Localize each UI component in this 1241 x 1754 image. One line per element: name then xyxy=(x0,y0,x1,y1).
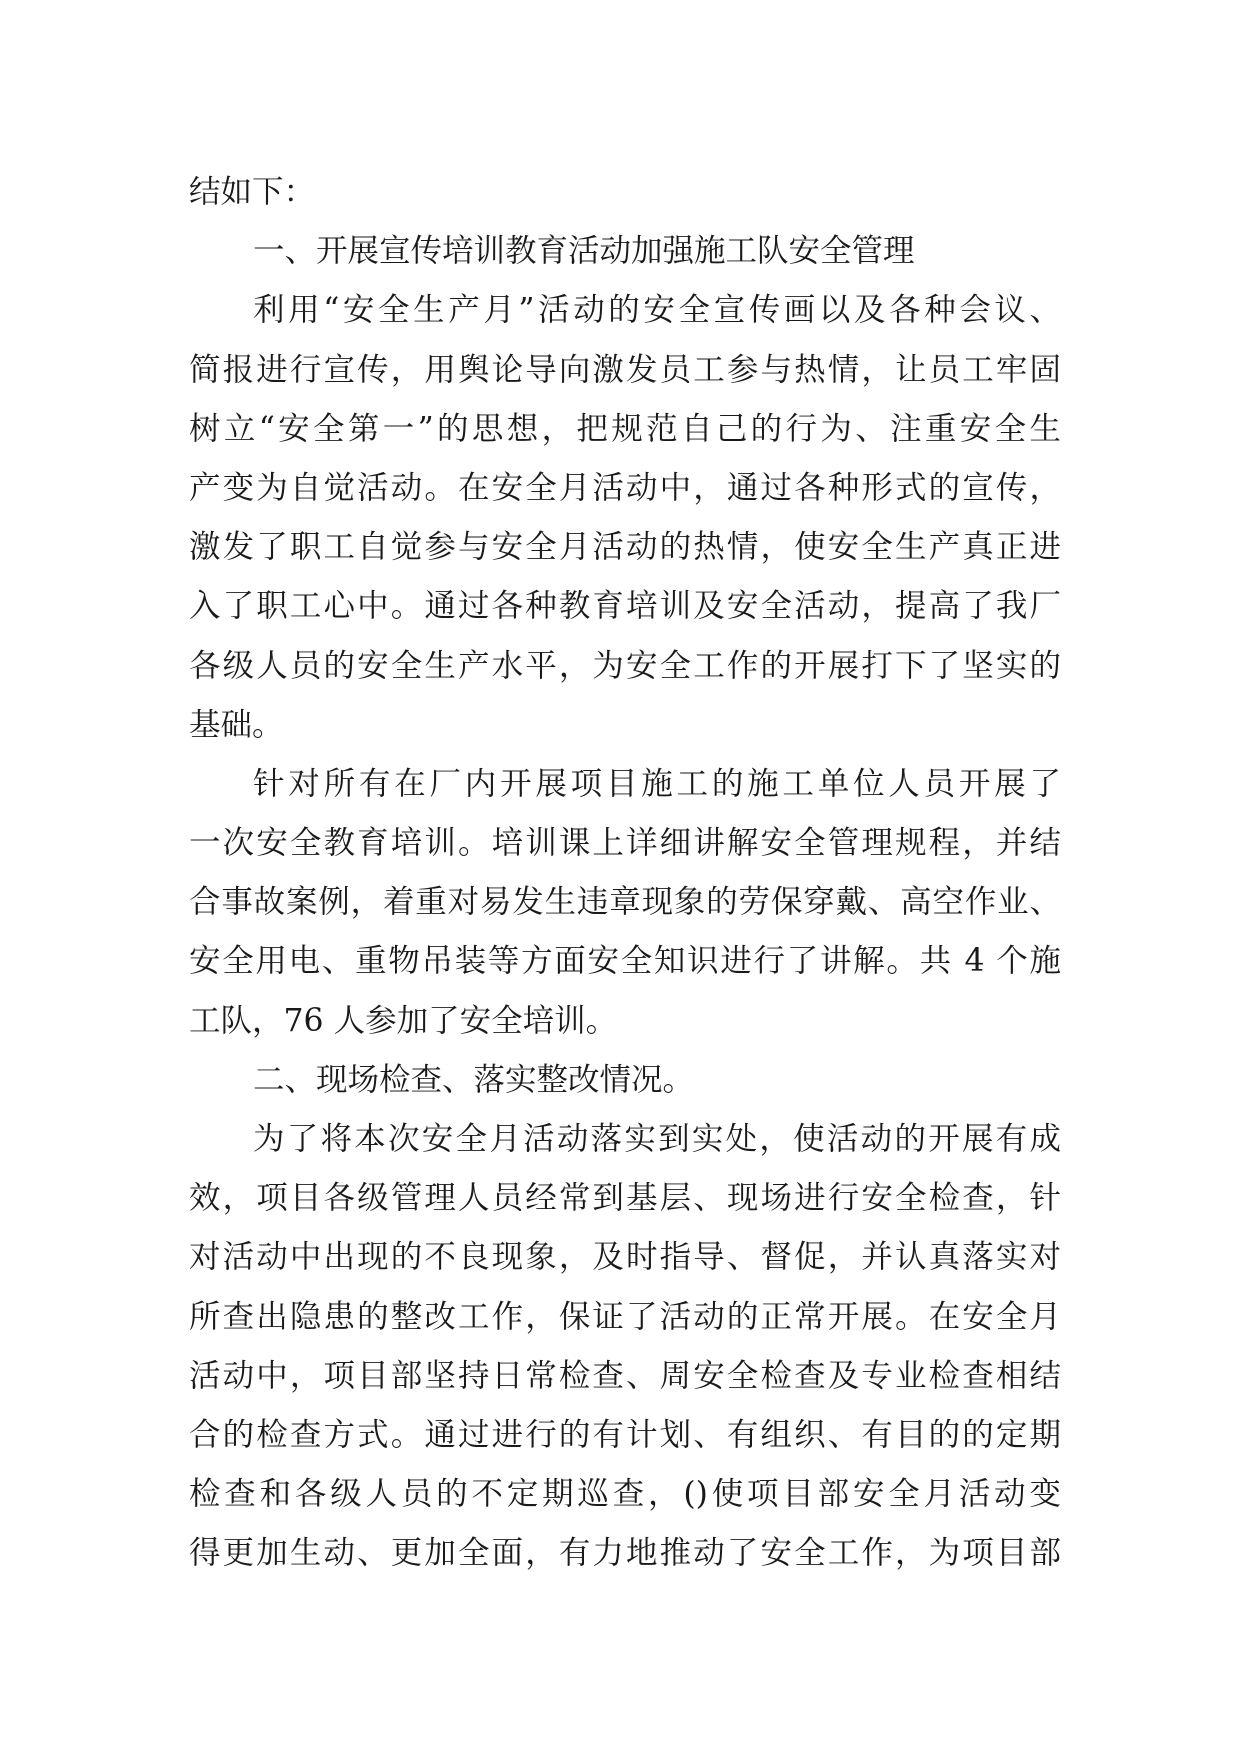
text-line: 合事故案例，着重对易发生违章现象的劳保穿戴、高空作业、 xyxy=(189,884,1061,921)
text-line: 入了职工心中。通过各种教育培训及安全活动，提高了我厂 xyxy=(189,588,1061,625)
text-line: 简报进行宣传，用舆论导向激发员工参与热情，让员工牢固 xyxy=(189,351,1061,388)
text-line: 树立“安全第一”的思想，把规范自己的行为、注重安全生 xyxy=(189,410,1061,447)
text-line: 二、现场检查、落实整改情况。 xyxy=(253,1061,695,1098)
text-line: 一、开展宣传培训教育活动加强施工队安全管理 xyxy=(253,233,915,270)
text-line: 结如下： xyxy=(189,174,316,210)
text-line: 为了将本次安全月活动落实到实处，使活动的开展有成 xyxy=(253,1121,1061,1157)
text-line: 得更加生动、更加全面，有力地推动了安全工作，为项目部 xyxy=(189,1535,1061,1572)
text-line: 所查出隐患的整改工作，保证了活动的正常开展。在安全月 xyxy=(189,1298,1061,1335)
text-line: 各级人员的安全生产水平，为安全工作的开展打下了坚实的 xyxy=(189,647,1061,684)
text-line: 活动中，项目部坚持日常检查、周安全检查及专业检查相结 xyxy=(189,1357,1061,1394)
text-line: 产变为自觉活动。在安全月活动中，通过各种形式的宣传， xyxy=(189,469,1061,506)
text-line: 激发了职工自觉参与安全月活动的热情，使安全生产真正进 xyxy=(189,529,1061,566)
text-line: 针对所有在厂内开展项目施工的施工单位人员开展了 xyxy=(253,765,1061,802)
text-line: 工队，76 人参加了安全培训。 xyxy=(189,1002,618,1039)
text-line: 效，项目各级管理人员经常到基层、现场进行安全检查，针 xyxy=(189,1180,1061,1217)
document-body xyxy=(189,163,1061,1584)
text-line: 一次安全教育培训。培训课上详细讲解安全管理规程，并结 xyxy=(189,825,1061,862)
text-line: 基础。 xyxy=(189,706,284,743)
text-line: 安全用电、重物吊装等方面安全知识进行了讲解。共 4 个施 xyxy=(189,943,1061,980)
text-line: 对活动中出现的不良现象，及时指导、督促，并认真落实对 xyxy=(189,1239,1061,1276)
text-line: 利用“安全生产月”活动的安全宣传画以及各种会议、 xyxy=(253,292,1061,329)
text-line: 检查和各级人员的不定期巡查，()使项目部安全月活动变 xyxy=(189,1476,1061,1513)
text-line: 合的检查方式。通过进行的有计划、有组织、有目的的定期 xyxy=(189,1416,1061,1453)
